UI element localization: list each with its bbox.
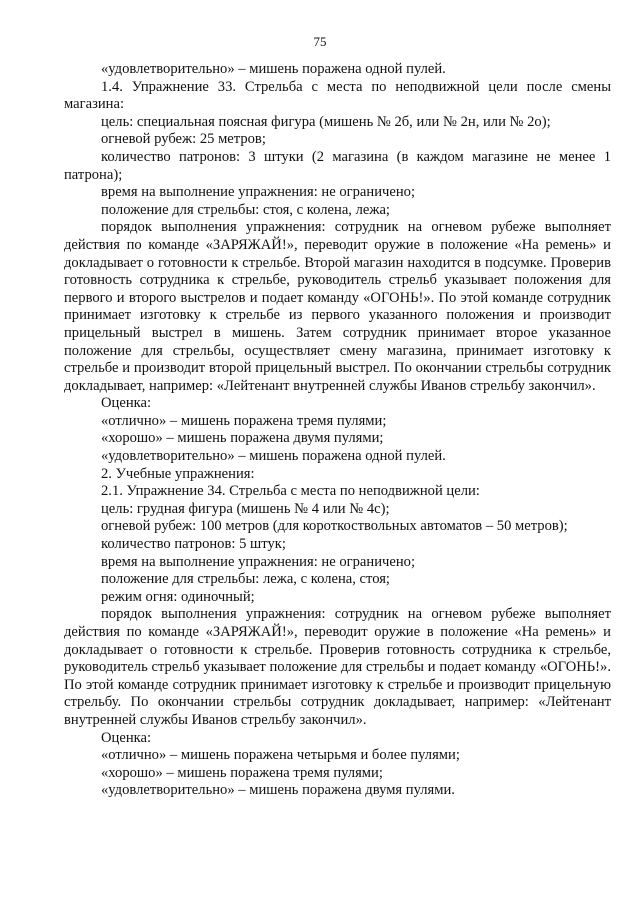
paragraph: Оценка:	[101, 395, 152, 412]
paragraph: «хорошо» – мишень поражена тремя пулями;	[101, 764, 383, 781]
paragraph: время на выполнение упражнения: не ограничено;	[101, 184, 416, 201]
paragraph: Оценка:	[101, 729, 152, 746]
paragraph: режим огня: одиночный;	[101, 588, 255, 605]
paragraph: «отлично» – мишень поражена тремя пулями;	[101, 412, 387, 429]
paragraph: 2. Учебные упражнения:	[101, 465, 255, 482]
paragraph: «отлично» – мишень поражена четырьмя и более пулями;	[101, 747, 460, 764]
paragraph: цель: специальная поясная фигура (мишень № 2б, или № 2н, или № 2о);	[101, 113, 551, 130]
paragraph: цель: грудная фигура (мишень № 4 или № 4с);	[101, 500, 390, 517]
paragraph: положение для стрельбы: лежа, с колена, стоя;	[101, 571, 390, 588]
paragraph: 1.4. Упражнение 33. Стрельба с места по неподвижной цели после смены магазина:	[64, 78, 611, 113]
document-body	[64, 61, 611, 800]
paragraph: «удовлетворительно» – мишень поражена одной пулей.	[101, 61, 446, 77]
paragraph: порядок выполнения упражнения: сотрудник на огневом рубеже выполняет действия по команде «ЗАРЯЖАЙ!», переводит оружие в положение «На ремень» и докладывает о готовности к стрельбе. Проверив готовность сотрудника к стрельбе, руководитель стрельб указывает положение для стрельбы и подает команду «ОГОНЬ!». По этой команде сотрудник принимает изготовку к стрельбе и производит прицельную стрельбу. По окончании стрельбы сотрудник докладывает, например: «Лейтенант внутренней службы Иванов стрельбу закончил».	[64, 606, 611, 728]
paragraph: «хорошо» – мишень поражена двумя пулями;	[101, 430, 384, 447]
paragraph: «удовлетворительно» – мишень поражена одной пулей.	[101, 448, 446, 465]
page-number: 75	[313, 34, 327, 49]
paragraph: положение для стрельбы: стоя, с колена, лежа;	[101, 201, 390, 218]
paragraph: количество патронов: 5 штук;	[101, 536, 286, 553]
paragraph: огневой рубеж: 100 метров (для короткоствольных автоматов – 50 метров);	[101, 518, 568, 535]
paragraph: время на выполнение упражнения: не ограничено;	[101, 553, 416, 570]
paragraph: количество патронов: 3 штуки (2 магазина (в каждом магазине не менее 1 патрона);	[64, 148, 611, 183]
paragraph: порядок выполнения упражнения: сотрудник на огневом рубеже выполняет действия по команде «ЗАРЯЖАЙ!», переводит оружие в положение «На ремень» и докладывает о готовности к стрельбе. Второй магазин находится в подсумке. Проверив готовность сотрудника к стрельбе, руководитель стрельб указывает положения для первого и второго выстрелов и подает команду «ОГОНЬ!». По этой команде сотрудник принимает изготовку к стрельбе из первого указанного положения и производит прицельный выстрел в мишень. Затем сотрудник принимает второе указанное положение для стрельбы, осуществляет смену магазина, принимает изготовку к стрельбе и производит второй прицельный выстрел. По окончании стрельбы сотрудник докладывает, например: «Лейтенант внутренней службы Иванов стрельбу закончил».	[64, 219, 611, 394]
paragraph: 2.1. Упражнение 34. Стрельба с места по неподвижной цели:	[101, 483, 480, 500]
paragraph: огневой рубеж: 25 метров;	[101, 131, 266, 148]
paragraph: «удовлетворительно» – мишень поражена двумя пулями.	[101, 782, 455, 799]
